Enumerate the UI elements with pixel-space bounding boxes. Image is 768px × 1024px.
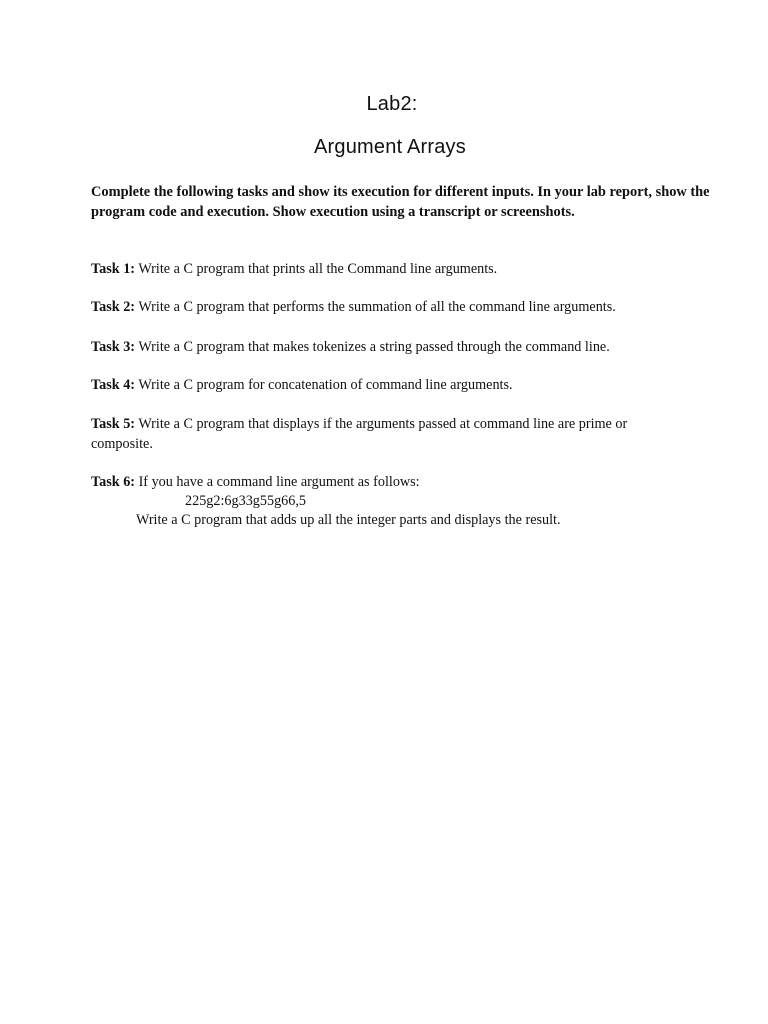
task-text: Write a C program that prints all the Command line arguments.	[138, 261, 498, 277]
task-text: Write a C program that makes tokenizes a string passed through the command line.	[138, 339, 610, 355]
task-text: Write a C program that performs the summation of all the command line arguments.	[138, 299, 616, 315]
task-item-1	[91, 260, 691, 280]
task-label: Task 2:	[91, 299, 136, 315]
task-label: Task 1:	[91, 261, 136, 277]
page-title: Argument Arrays	[314, 136, 466, 158]
task-label: Task 5:	[91, 416, 136, 432]
task-item-4	[91, 376, 691, 396]
task-item-6	[91, 473, 691, 493]
lab-number-heading: Lab2:	[366, 93, 418, 115]
task-text: If you have a command line argument as follows:	[138, 474, 420, 490]
task-item-3	[91, 338, 691, 358]
task6-argument-example: 225g2:6g33g55g66,5	[185, 493, 306, 509]
task-item-2	[91, 298, 691, 318]
instructions-paragraph: Complete the following tasks and show its execution for different inputs. In your lab report, show the program code and execution. Show execution using a transcript or screenshots.	[91, 184, 710, 220]
task-text: Write a C program for concatenation of command line arguments.	[138, 377, 513, 393]
task-label: Task 4:	[91, 377, 136, 393]
task-label: Task 3:	[91, 339, 136, 355]
task-text: Write a C program that displays if the arguments passed at command line are prime or composite.	[91, 416, 628, 452]
task-item-5	[91, 415, 681, 454]
task-label: Task 6:	[91, 474, 136, 490]
task6-instruction: Write a C program that adds up all the integer parts and displays the result.	[136, 512, 561, 528]
